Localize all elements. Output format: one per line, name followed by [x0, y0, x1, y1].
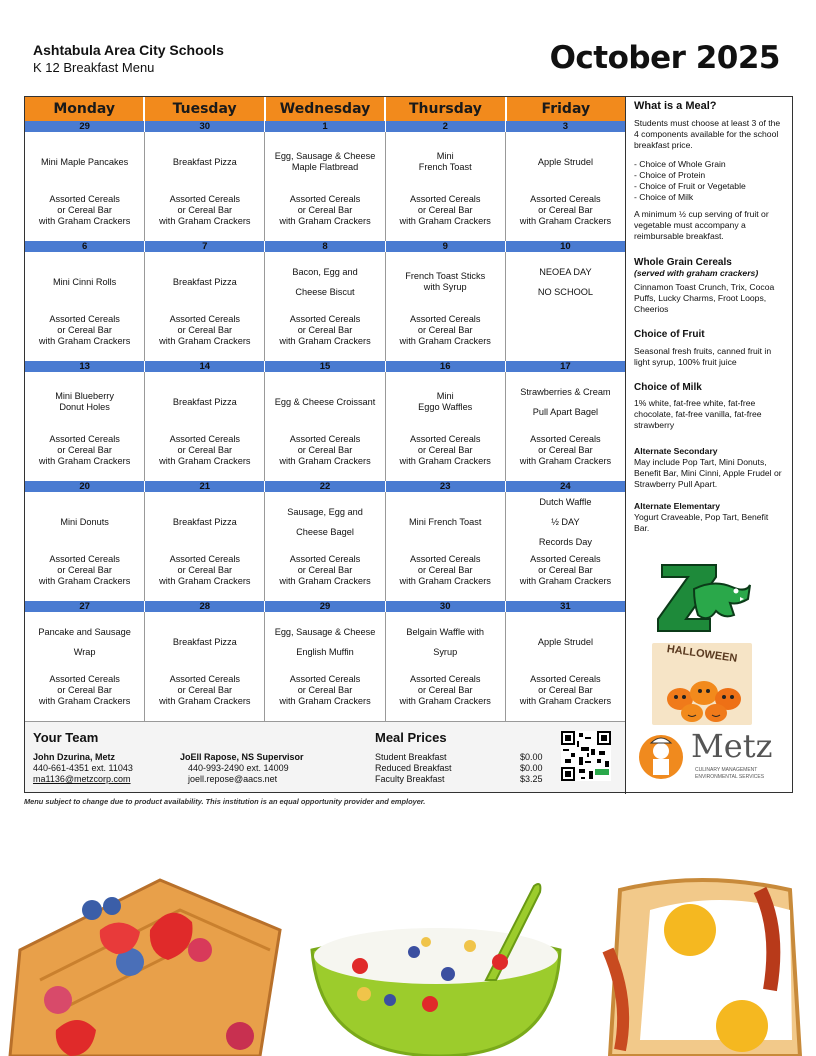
cereal-line: Assorted Cereals [289, 314, 361, 324]
week-row [25, 121, 625, 241]
entree-line: NEOEA DAY [539, 266, 592, 277]
milk-text: 1% white, fat-free white, fat-free chocolate, fat-free vanilla, fat-free strawberry [634, 398, 762, 430]
cereal-line: with Graham Crackers [279, 576, 371, 586]
cereal-line: Assorted Cereals [49, 194, 120, 204]
cereal-bowl-illustration [312, 884, 560, 1056]
entree-line: Egg, Sausage & Cheese [274, 151, 376, 161]
day-thursday: Thursday [386, 97, 506, 121]
date-number: 3 [562, 121, 569, 132]
cereal-line: or Cereal Bar [177, 205, 233, 215]
day-header-row [25, 97, 625, 121]
cereal-line: with Graham Crackers [38, 696, 131, 706]
date-number: 7 [145, 241, 265, 252]
menu-frame [24, 96, 793, 793]
cereal-line: or Cereal Bar [538, 565, 593, 575]
date-number: 31 [560, 601, 571, 612]
menu-cell [506, 252, 625, 361]
member-1-name: John Dzurina, Metz [33, 752, 116, 762]
school-name: Ashtabula Area City Schools [33, 42, 224, 58]
entree-line: ½ DAY [551, 516, 580, 527]
date-number: 10 [560, 241, 571, 252]
team-member-2 [180, 752, 304, 785]
cereal-line: or Cereal Bar [297, 205, 353, 215]
cereal-line: with Graham Crackers [159, 216, 251, 226]
cereal-line: or Cereal Bar [57, 685, 112, 695]
price-value: $0.00 [520, 752, 543, 762]
cereal-line: with Graham Crackers [519, 456, 612, 466]
date-number: 21 [145, 481, 265, 492]
cereal-line: with Graham Crackers [399, 216, 491, 226]
cereal-text [388, 314, 503, 347]
date-number: 29 [265, 601, 385, 612]
cereal-text [508, 554, 623, 587]
cereal-line: Assorted Cereals [169, 314, 241, 324]
entree-text [267, 252, 382, 312]
entree-line: Breakfast Pizza [172, 396, 237, 407]
date-number: 30 [386, 601, 506, 612]
entree-text [508, 492, 623, 552]
menu-cell [145, 492, 265, 601]
menu-cell [506, 372, 625, 481]
entree-line: Apple Strudel [537, 156, 593, 167]
entree-text [147, 132, 262, 192]
date-bar [25, 121, 625, 132]
cereal-line: Assorted Cereals [409, 314, 481, 324]
week-row [25, 601, 625, 721]
cereal-line: or Cereal Bar [538, 205, 593, 215]
date-number: 16 [386, 361, 506, 372]
alt-secondary-text: May include Pop Tart, Mini Donuts, Benefit Bar, Mini Cinni, Apple Frudel or Strawberry Pull Apart. [634, 457, 782, 489]
cereal-line: Assorted Cereals [289, 674, 361, 684]
cereal-line: Assorted Cereals [49, 434, 120, 444]
menu-cell [25, 252, 145, 361]
member-2-phone: 440-993-2490 ext. 14009 [188, 763, 289, 773]
cereal-line: or Cereal Bar [57, 325, 112, 335]
cereal-line: with Graham Crackers [279, 456, 371, 466]
month-title: October 2025 [549, 40, 780, 76]
entree-line: Records Day [538, 536, 592, 547]
cereal-line: with Graham Crackers [38, 336, 131, 346]
cereal-line: or Cereal Bar [57, 565, 112, 575]
cereal-line: with Graham Crackers [159, 696, 251, 706]
entree-line: Cheese Bagel [296, 526, 354, 537]
cereal-line: or Cereal Bar [57, 445, 112, 455]
entree-text [147, 612, 262, 672]
entree-text [147, 492, 262, 552]
metz-logo-text: Metz [691, 727, 773, 765]
price-values [520, 752, 543, 785]
alt-secondary-title: Alternate Secondary [634, 446, 718, 456]
cereal-line: or Cereal Bar [177, 685, 233, 695]
cereal-line: Assorted Cereals [289, 554, 361, 564]
price-labels [375, 752, 452, 785]
entree-text [267, 612, 382, 672]
member-2-email[interactable]: joell.repose@aacs.net [188, 774, 278, 784]
metz-logo-sub2: ENVIRONMENTAL SERVICES [695, 774, 765, 780]
entree-line: Egg, Sausage & Cheese [274, 626, 376, 637]
cereal-line: Assorted Cereals [169, 194, 241, 204]
entree-line: Apple Strudel [537, 636, 593, 647]
component-list [634, 159, 785, 203]
cereal-line: or Cereal Bar [417, 445, 473, 455]
date-number: 14 [145, 361, 265, 372]
cereal-text [508, 194, 623, 227]
menu-cell [386, 372, 506, 481]
entree-line: Egg & Cheese Croissant [274, 396, 376, 407]
grain-subtitle: (served with graham crackers) [634, 268, 759, 278]
date-number: 8 [265, 241, 385, 252]
qr-code[interactable] [561, 731, 611, 781]
cereal-line: with Graham Crackers [279, 336, 371, 346]
date-number: 15 [265, 361, 385, 372]
cereal-text [147, 194, 262, 227]
metz-logo-sub1: CULINARY MANAGEMENT [695, 767, 758, 773]
entree-text [267, 492, 382, 552]
cereal-line: or Cereal Bar [297, 565, 353, 575]
waffle-illustration [10, 880, 280, 1056]
date-bar [25, 361, 625, 372]
day-monday: Monday [25, 97, 145, 121]
menu-cell [506, 612, 625, 721]
cereal-line: Assorted Cereals [169, 434, 241, 444]
date-number: 13 [25, 361, 145, 372]
fruit-title: Choice of Fruit [634, 329, 705, 340]
info-sidebar [625, 97, 793, 794]
cereal-line: or Cereal Bar [417, 205, 473, 215]
entree-line: NO SCHOOL [537, 286, 593, 297]
cereal-line: or Cereal Bar [177, 325, 233, 335]
entree-text [508, 252, 623, 312]
entree-line: Mini Maple Pancakes [40, 156, 129, 167]
entree-line: Dutch Waffle [539, 496, 592, 507]
cereal-line: Assorted Cereals [289, 194, 361, 204]
menu-cell [25, 372, 145, 481]
menu-cell [386, 492, 506, 601]
cereal-text [27, 434, 142, 467]
menu-cell [25, 612, 145, 721]
menu-cell [25, 132, 145, 241]
entree-text [508, 612, 623, 672]
cereal-text [508, 674, 623, 707]
entree-text [147, 252, 262, 312]
cereal-line: with Graham Crackers [38, 576, 131, 586]
cereal-line: Assorted Cereals [409, 434, 481, 444]
price-value: $3.25 [520, 774, 543, 784]
cereal-line: with Graham Crackers [38, 456, 131, 466]
entree-line: Syrup [433, 646, 458, 657]
cereal-line: Assorted Cereals [409, 194, 481, 204]
fruit-note: A minimum ½ cup serving of fruit or vegetable must accompany a reimbursable breakfast. [634, 209, 769, 241]
alt-elementary-title: Alternate Elementary [634, 501, 720, 511]
meal-text: Students must choose at least 3 of the 4 components available for the school breakfast price. [634, 118, 781, 150]
cereal-line: with Graham Crackers [399, 696, 491, 706]
component-item: - Choice of Protein [634, 170, 706, 180]
cereal-text [27, 554, 142, 587]
entree-line: Cheese Biscut [295, 286, 355, 297]
fruit-text: Seasonal fresh fruits, canned fruit in light syrup, 100% fruit juice [634, 346, 772, 367]
date-number: 23 [386, 481, 506, 492]
price-label: Student Breakfast [375, 752, 447, 762]
date-number: 6 [25, 241, 145, 252]
cereal-text [388, 194, 503, 227]
entree-line: Breakfast Pizza [172, 276, 237, 287]
cereal-text [147, 434, 262, 467]
date-bar [25, 481, 625, 492]
entree-text [27, 132, 142, 192]
menu-cell [145, 252, 265, 361]
member-1-phone: 440-661-4351 ext. 11043 [33, 763, 133, 773]
date-number: 27 [25, 601, 145, 612]
entree-line: Strawberries & Cream [520, 386, 611, 397]
entree-text [388, 492, 503, 552]
entree-text [267, 372, 382, 432]
cereal-line: with Graham Crackers [519, 696, 612, 706]
cereal-line: with Graham Crackers [399, 456, 491, 466]
entree-text [388, 132, 503, 192]
entree-line: French Toast Sticks [405, 271, 486, 281]
menu-cell [506, 132, 625, 241]
cereal-line: Assorted Cereals [530, 194, 601, 204]
menu-cell [265, 372, 385, 481]
date-number: 28 [145, 601, 265, 612]
footnote: Menu subject to change due to product availability. This institution is an equal opportunity provider and employer. [24, 797, 426, 806]
component-item: - Choice of Whole Grain [634, 159, 726, 169]
date-number: 9 [386, 241, 506, 252]
cereal-text [388, 554, 503, 587]
egg-toast-illustration [608, 880, 800, 1056]
cereal-line: with Graham Crackers [159, 456, 251, 466]
menu-subtitle: K 12 Breakfast Menu [33, 60, 155, 75]
cereal-line: Assorted Cereals [49, 314, 120, 324]
cereal-text [267, 674, 382, 707]
menu-cell [386, 252, 506, 361]
cereal-line: with Graham Crackers [519, 216, 612, 226]
team-member-1 [33, 752, 133, 785]
cereal-line: with Graham Crackers [279, 216, 371, 226]
cereal-line: Assorted Cereals [409, 674, 481, 684]
cereal-line: with Graham Crackers [38, 216, 131, 226]
menu-cell [25, 492, 145, 601]
member-1-email[interactable]: ma1136@metzcorp.com [33, 774, 131, 784]
cereal-text [27, 194, 142, 227]
grain-text: Cinnamon Toast Crunch, Trix, Cocoa Puffs, Lucky Charms, Froot Loops, Cheerios [634, 282, 775, 314]
cereal-line: with Graham Crackers [159, 336, 251, 346]
date-number: 24 [560, 481, 571, 492]
entree-line: Pancake and Sausage [38, 626, 131, 637]
entree-text [27, 252, 142, 312]
entree-text [27, 372, 142, 432]
cereal-text [147, 554, 262, 587]
date-number: 30 [145, 121, 265, 132]
price-value: $0.00 [520, 763, 543, 773]
entree-line: Mini [436, 391, 454, 401]
entree-line: Sausage, Egg and [287, 506, 363, 517]
entree-text [508, 372, 623, 432]
cereal-text [147, 314, 262, 347]
entree-text [27, 492, 142, 552]
entree-line: Breakfast Pizza [172, 636, 237, 647]
menu-cell [386, 132, 506, 241]
week-row [25, 481, 625, 601]
entree-line: with Syrup [423, 282, 467, 292]
cereal-line: Assorted Cereals [530, 434, 601, 444]
cereal-text [388, 434, 503, 467]
price-label: Reduced Breakfast [375, 763, 452, 773]
entree-line: Mini French Toast [409, 516, 482, 527]
cereal-line: Assorted Cereals [169, 674, 241, 684]
cereal-line: Assorted Cereals [49, 554, 120, 564]
cereal-line: or Cereal Bar [417, 565, 473, 575]
cereal-text [267, 554, 382, 587]
cereal-line: Assorted Cereals [169, 554, 241, 564]
team-title: Your Team [33, 730, 99, 745]
component-item: - Choice of Fruit or Vegetable [634, 181, 746, 191]
dragon-logo [654, 559, 754, 639]
price-label: Faculty Breakfast [375, 774, 445, 784]
cereal-line: or Cereal Bar [538, 685, 593, 695]
day-tuesday: Tuesday [145, 97, 265, 121]
date-bar [25, 241, 625, 252]
week-row [25, 241, 625, 361]
cereal-text [27, 314, 142, 347]
entree-line: Bacon, Egg and [292, 266, 358, 277]
cereal-line: or Cereal Bar [538, 445, 593, 455]
cereal-text [27, 674, 142, 707]
menu-cell [265, 252, 385, 361]
entree-line: Eggo Waffles [418, 402, 473, 412]
cereal-line: Assorted Cereals [49, 674, 120, 684]
menu-cell [145, 132, 265, 241]
cereal-line: with Graham Crackers [159, 576, 251, 586]
cereal-line: with Graham Crackers [399, 576, 491, 586]
cereal-line: or Cereal Bar [297, 445, 353, 455]
member-2-name: JoEll Rapose, NS Supervisor [180, 752, 304, 762]
entree-line: English Muffin [296, 646, 354, 657]
cereal-line: or Cereal Bar [417, 325, 473, 335]
cereal-line: Assorted Cereals [530, 554, 601, 564]
grain-title: Whole Grain Cereals [634, 257, 732, 268]
day-friday: Friday [507, 97, 625, 121]
date-bar [25, 601, 625, 612]
cereal-text [388, 674, 503, 707]
cereal-line: with Graham Crackers [399, 336, 491, 346]
cereal-line: Assorted Cereals [289, 434, 361, 444]
entree-text [388, 372, 503, 432]
entree-text [267, 132, 382, 192]
entree-line: Breakfast Pizza [172, 516, 237, 527]
menu-cell [386, 612, 506, 721]
alt-elementary-text: Yogurt Craveable, Pop Tart, Benefit Bar. [634, 512, 769, 533]
entree-line: Maple Flatbread [291, 162, 359, 172]
team-panel [25, 721, 625, 792]
entree-line: Wrap [73, 646, 96, 657]
cereal-line: Assorted Cereals [530, 674, 601, 684]
entree-line: Donut Holes [59, 402, 110, 412]
halloween-image [652, 643, 752, 725]
cereal-line: Assorted Cereals [409, 554, 481, 564]
date-number: 2 [386, 121, 506, 132]
date-number: 17 [560, 361, 571, 372]
cereal-line: or Cereal Bar [297, 325, 353, 335]
cereal-text [147, 674, 262, 707]
entree-line: French Toast [418, 162, 472, 172]
date-number: 29 [25, 121, 145, 132]
cereal-text [267, 194, 382, 227]
meal-title: What is a Meal? [634, 100, 717, 112]
entree-line: Mini Donuts [60, 516, 109, 527]
date-number: 20 [25, 481, 145, 492]
entree-line: Mini [436, 151, 454, 161]
entree-text [147, 372, 262, 432]
entree-text [508, 132, 623, 192]
entree-line: Pull Apart Bagel [532, 406, 599, 417]
cereal-line: or Cereal Bar [177, 445, 233, 455]
menu-cell [145, 372, 265, 481]
entree-text [27, 612, 142, 672]
menu-cell [145, 612, 265, 721]
cereal-line: with Graham Crackers [519, 576, 612, 586]
menu-cell [265, 492, 385, 601]
menu-cell [506, 492, 625, 601]
cereal-line: or Cereal Bar [297, 685, 353, 695]
day-wednesday: Wednesday [266, 97, 386, 121]
entree-line: Mini Cinni Rolls [52, 276, 117, 287]
cereal-line: or Cereal Bar [57, 205, 112, 215]
cereal-text [267, 314, 382, 347]
entree-line: Mini Blueberry [55, 391, 114, 401]
entree-text [388, 612, 503, 672]
cereal-line: or Cereal Bar [417, 685, 473, 695]
metz-logo [637, 727, 789, 785]
week-row [25, 361, 625, 481]
date-number: 22 [265, 481, 385, 492]
cereal-line: with Graham Crackers [279, 696, 371, 706]
prices-title: Meal Prices [375, 730, 447, 745]
date-number: 1 [265, 121, 385, 132]
menu-cell [265, 132, 385, 241]
food-illustrations [0, 870, 816, 1056]
entree-line: Breakfast Pizza [172, 156, 237, 167]
menu-cell [265, 612, 385, 721]
entree-line: Belgain Waffle with [406, 626, 485, 637]
halloween-text: HALLOWEEN [666, 643, 738, 665]
cereal-text [267, 434, 382, 467]
component-item: - Choice of Milk [634, 192, 694, 202]
cereal-line: or Cereal Bar [177, 565, 233, 575]
milk-title: Choice of Milk [634, 382, 702, 393]
cereal-text [508, 434, 623, 467]
entree-text [388, 252, 503, 312]
